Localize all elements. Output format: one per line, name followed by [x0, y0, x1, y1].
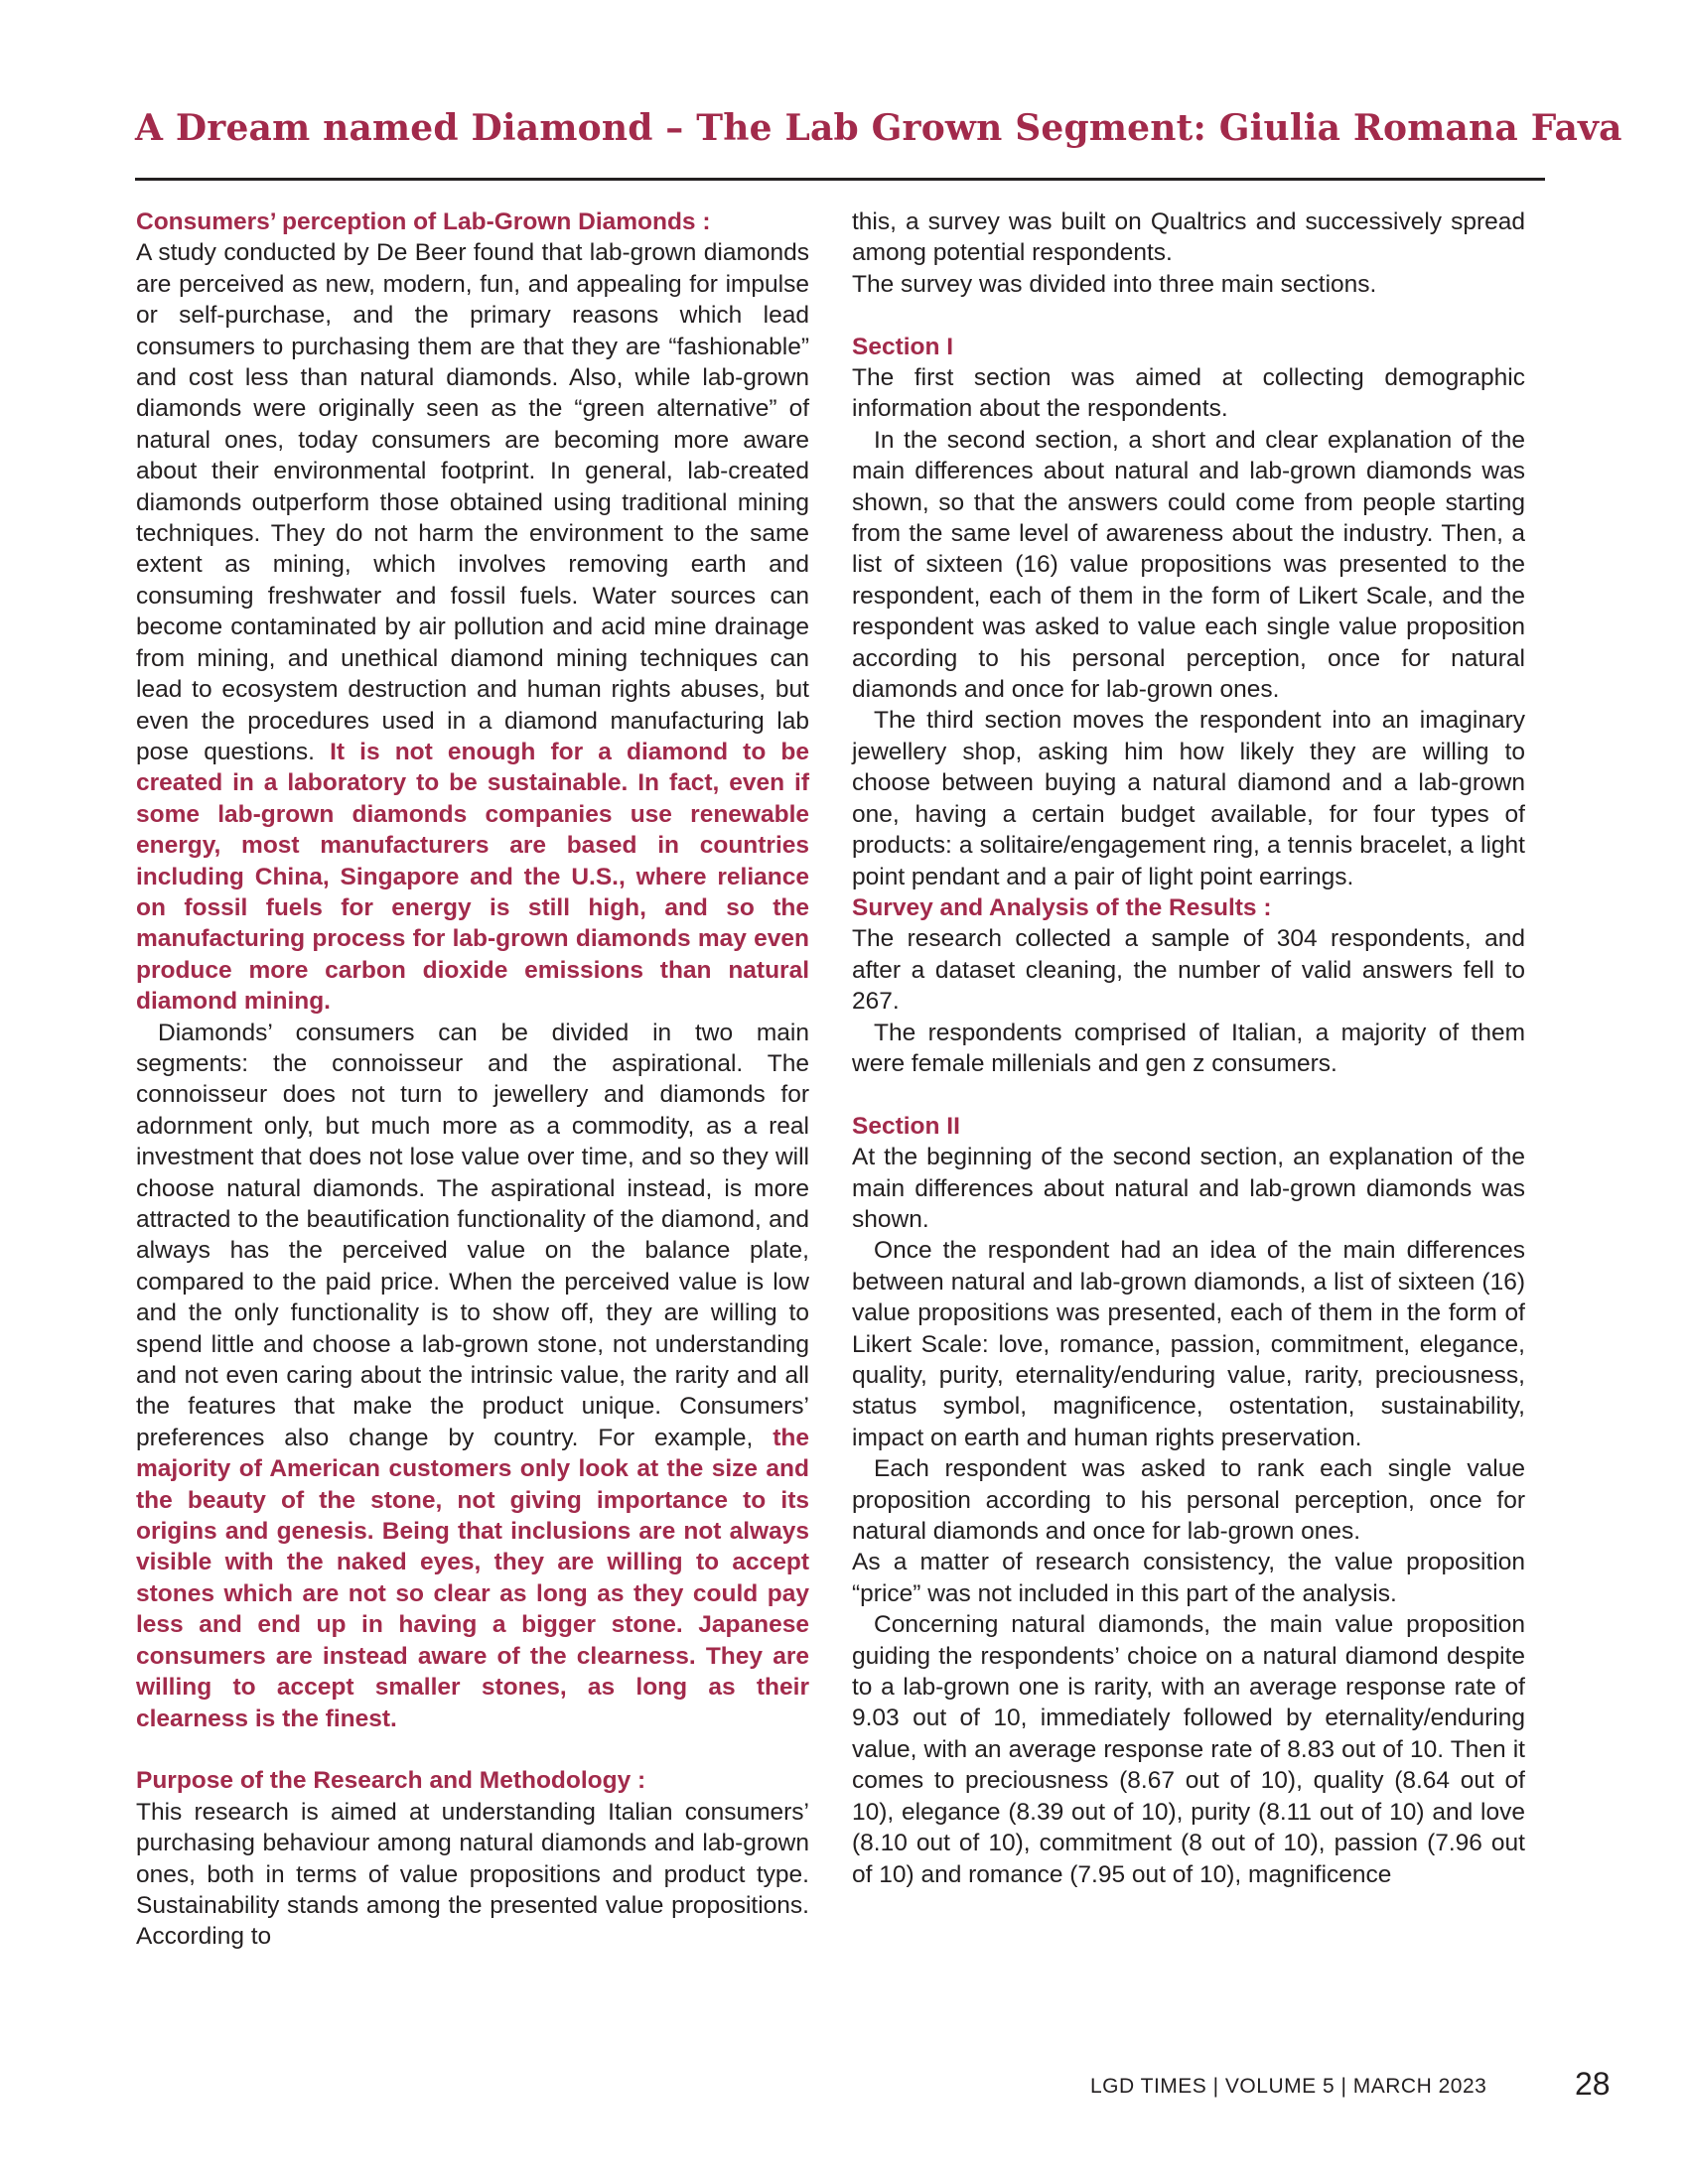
- heading-purpose: Purpose of the Research and Methodology :: [136, 1767, 646, 1795]
- article-title: A Dream named Diamond – The Lab Grown Segment: Giulia Romana Fava: [135, 107, 1622, 149]
- paragraph-survey-respondents: The respondents comprised of Italian, a majority of them were female millenials and gen z consumers.: [852, 1019, 1525, 1077]
- spacer: [136, 1734, 809, 1765]
- page-number: 28: [1575, 2066, 1611, 2102]
- paragraph-section1-second: In the second section, a short and clear explanation of the main differences about natural and lab-grown diamonds was shown, so that the answers could come from people starting from the same level of awareness about the industry. Then, a list of sixteen (16) value propositions was presented to the respondent, each of them in the form of Likert Scale, and the respondent was asked to value each single value proposition according to his personal perception, once for natural diamonds and once for lab-grown ones.: [852, 426, 1525, 704]
- paragraph-perception: [136, 237, 809, 1017]
- paragraph-section2-value-propositions: Once the respondent had an idea of the main differences between natural and lab-grown diamonds, a list of sixteen (16) value propositions was presented, each of them in the form of Likert Scale: love, romance, passion, commitment, elegance, quality, purity, eternality/enduring value, rarity, preciousness, status symbol, magnificence, ostentation, sustainability, impact on earth and human rights preservation.: [852, 1237, 1525, 1451]
- title-divider: [135, 178, 1545, 181]
- heading-section-1: Section I: [852, 333, 954, 360]
- paragraph-survey-sample: The research collected a sample of 304 respondents, and after a dataset cleaning, the number of valid answers fell to 267.: [852, 925, 1525, 1016]
- heading-consumer-perception: Consumers’ perception of Lab-Grown Diamonds :: [136, 208, 711, 235]
- paragraph-section2-price: As a matter of research consistency, the value proposition “price” was not included in this part of the analysis.: [852, 1549, 1525, 1607]
- paragraph-section2-results: Concerning natural diamonds, the main value proposition guiding the respondents’ choice on a natural diamond despite to a lab-grown one is rarity, with an average response rate of 9.03 out of 10, immediately followed by eternality/enduring value, with an average response rate of 8.83 out of 10. Then it comes to preciousness (8.67 out of 10), quality (8.64 out of 10), elegance (8.39 out of 10), purity (8.11 out of 10) and love (8.10 out of 10), commitment (8 out of 10), passion (7.96 out of 10) and romance (7.95 out of 10), magnificence: [852, 1611, 1525, 1888]
- segments-highlight: the majority of American customers only look at the size and the beauty of the stone, not giving importance to its origins and genesis. Being that inclusions are not always visible with the naked eyes, they are willing to accept stones which are not so clear as long as they could pay less and end up in having a bigger stone. Japanese consumers are instead aware of the clearness. They are willing to accept smaller stones, as long as their clearness is the finest.: [136, 1424, 809, 1732]
- spacer: [852, 300, 1525, 331]
- paragraph-section1-third: The third section moves the respondent into an imaginary jewellery shop, asking him how likely they are willing to choose between buying a natural diamond and a lab-grown one, having a certain budget available, for four types of products: a solitaire/engagement ring, a tennis bracelet, a light point pendant and a pair of light point earrings.: [852, 707, 1525, 890]
- paragraph-section2-ranking: Each respondent was asked to rank each single value proposition according to his personal perception, once for natural diamonds and once for lab-grown ones.: [852, 1455, 1525, 1546]
- heading-section-2: Section II: [852, 1112, 960, 1140]
- segments-text: Diamonds’ consumers can be divided in two main segments: the connoisseur and the aspirational. The connoisseur does not turn to jewellery and diamonds for adornment only, but much more as a commodity, as a real investment that does not lose value over time, and so they will choose natural diamonds. The aspirational instead, is more attracted to the beautification functionality of the diamond, and always has the perceived value on the balance plate, compared to the paid price. When the perceived value is low and the only functionality is to show off, they are willing to spend little and choose a lab-grown stone, not understanding and not even caring about the intrinsic value, the rarity and all the features that make the product unique. Consumers’ preferences also change by country. For example,: [136, 1019, 809, 1451]
- heading-survey-analysis: Survey and Analysis of the Results :: [852, 893, 1272, 921]
- publication-footer: LGD TIMES | VOLUME 5 | MARCH 2023: [1090, 2075, 1487, 2098]
- paragraph-sections-overview: The survey was divided into three main sections.: [852, 270, 1377, 298]
- paragraph-intro: this, a survey was built on Qualtrics and successively spread among potential respondents.: [852, 208, 1525, 267]
- paragraph-segments: [136, 1018, 809, 1734]
- right-column: [852, 206, 1525, 1890]
- spacer: [852, 1079, 1525, 1110]
- perception-text: A study conducted by De Beer found that lab-grown diamonds are perceived as new, modern, fun, and appealing for impulse or self-purchase, and the primary reasons which lead consumers to purchasing them are that they are “fashionable” and cost less than natural diamonds. Also, while lab-grown diamonds were originally seen as the “green alternative” of natural ones, today consumers are becoming more aware about their environmental footprint. In general, lab-created diamonds outperform those obtained using traditional mining techniques. They do not harm the environment to the same extent as mining, which involves removing earth and consuming freshwater and fossil fuels. Water sources can become contaminated by air pollution and acid mine drainage from mining, and unethical diamond mining techniques can lead to ecosystem destruction and human rights abuses, but even the procedures used in a diamond manufacturing lab pose questions.: [136, 239, 809, 765]
- paragraph-purpose: This research is aimed at understanding Italian consumers’ purchasing behaviour among natural diamonds and lab-grown ones, both in terms of value propositions and product type. Sustainability stands among the presented value propositions. According to: [136, 1798, 809, 1951]
- paragraph-section1-first: The first section was aimed at collecting demographic information about the respondents.: [852, 364, 1525, 423]
- paragraph-section2-intro: At the beginning of the second section, an explanation of the main differences about natural and lab-grown diamonds was shown.: [852, 1144, 1525, 1233]
- left-column: [136, 206, 809, 1953]
- perception-highlight: It is not enough for a diamond to be created in a laboratory to be sustainable. In fact, even if some lab-grown diamonds companies use renewable energy, most manufacturers are based in countries including China, Singapore and the U.S., where reliance on fossil fuels for energy is still high, and so the manufacturing process for lab-grown diamonds may even produce more carbon dioxide emissions than natural diamond mining.: [136, 738, 810, 1016]
